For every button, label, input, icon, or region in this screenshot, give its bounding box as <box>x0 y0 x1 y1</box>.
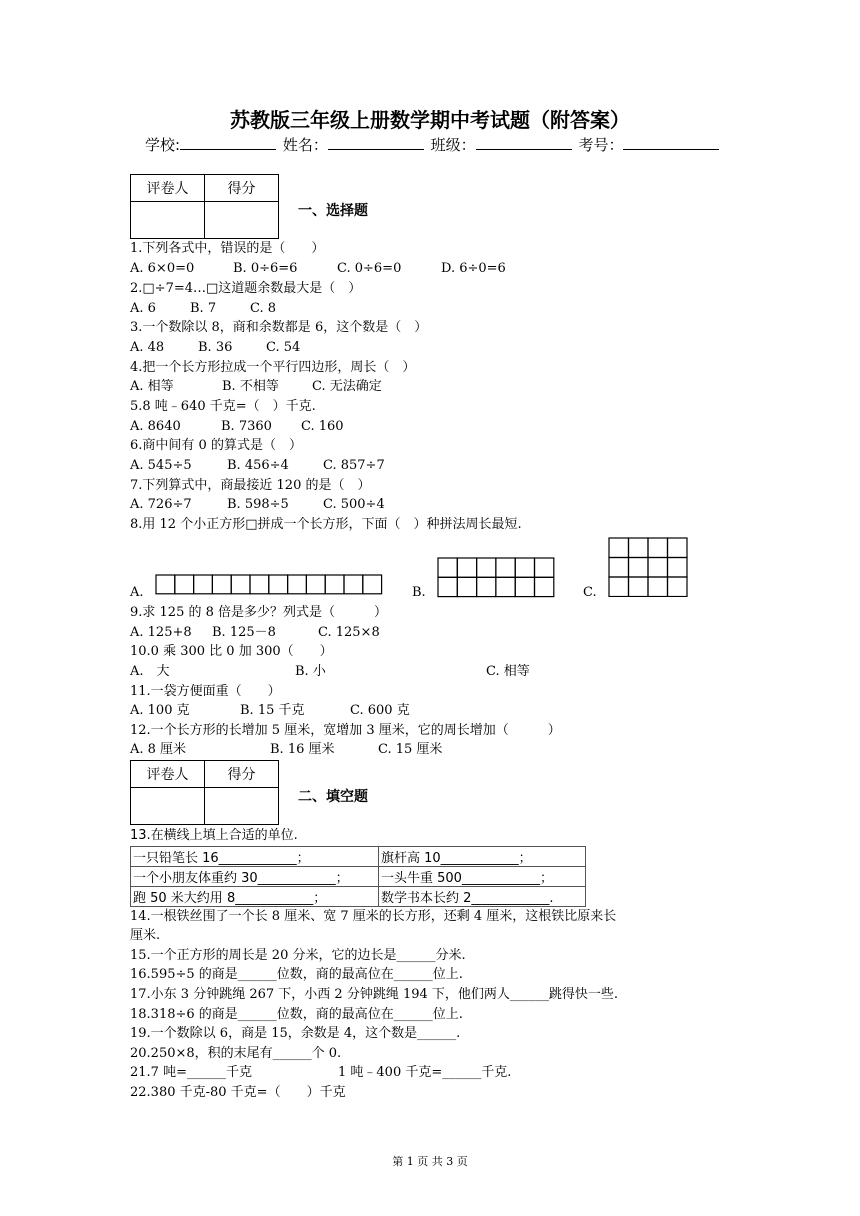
grid-square <box>477 577 496 596</box>
question-8: 8.用 12 个小正方形□拼成一个长方形，下面（ ）种拼法周长最短. <box>130 517 522 532</box>
grid-square <box>288 575 307 594</box>
question-7: 7.下列算式中，商最接近 120 的是（ ） <box>130 478 371 493</box>
question-3: 3.一个数除以 8，商和余数都是 6，这个数是（ ） <box>130 320 428 335</box>
grid-square <box>457 558 476 577</box>
grid-square <box>648 577 668 597</box>
grid-square <box>306 575 325 594</box>
name-label: 姓名： <box>282 136 328 154</box>
q11-option-a: A. 100 克 <box>130 703 190 718</box>
grid-square <box>250 575 269 594</box>
grid-square <box>477 558 496 577</box>
question-13: 13.在横线上填上合适的单位. <box>130 828 298 843</box>
question-14-line-1: 14.一根铁丝围了一个长 8 厘米、宽 7 厘米的长方形，还剩 4 厘米，这根铁比原来长 <box>130 909 617 924</box>
grid-square <box>212 575 231 594</box>
q12-option-c: C. 15 厘米 <box>378 742 443 757</box>
unit-cell: 一只铅笔长 16____________； <box>131 847 379 867</box>
grid-square <box>629 538 649 558</box>
q10-option-a: A. 大 <box>130 664 170 679</box>
question-15: 15.一个正方形的周长是 20 分米，它的边长是______分米. <box>130 948 466 963</box>
q9-option-a: A. 125+8 <box>130 625 192 640</box>
q10-option-b: B. 小 <box>295 664 326 679</box>
student-info-line <box>145 134 721 155</box>
grader-table-2 <box>130 760 279 825</box>
q8-figure-2x6 <box>437 557 555 599</box>
question-18: 18.318÷6 的商是______位数，商的最高位在______位上. <box>130 1007 463 1022</box>
q13-unit-table <box>130 846 586 907</box>
section-heading-fill: 二、填空题 <box>298 789 368 805</box>
exam-no-label: 考号： <box>578 136 624 154</box>
question-2: 2.□÷7=4…□这道题余数最大是（ ） <box>130 281 362 296</box>
q5-option-a: A. 8640 <box>130 419 181 434</box>
unit-cell: 一头牛重 500____________； <box>379 867 586 887</box>
score-cell <box>205 788 279 825</box>
grid-square <box>609 558 629 578</box>
grid-square <box>457 577 476 596</box>
question-21-part-1: 21.7 吨=______千克 <box>130 1065 252 1080</box>
grid-square <box>496 577 515 596</box>
q1-option-c: C. 0÷6=0 <box>337 261 402 276</box>
unit-cell: 数学书本长约 2____________. <box>379 887 586 907</box>
class-blank <box>476 135 572 150</box>
q7-option-b: B. 598÷5 <box>227 497 289 512</box>
unit-cell: 跑 50 米大约用 8____________； <box>131 887 379 907</box>
q8-option-a: A. <box>130 585 144 600</box>
grid-square <box>231 575 250 594</box>
grid-square <box>156 575 175 594</box>
q3-option-a: A. 48 <box>130 340 165 355</box>
grid-square <box>668 577 688 597</box>
question-20: 20.250×8，积的末尾有______个 0. <box>130 1046 342 1061</box>
exam-no-blank <box>623 135 719 150</box>
q12-option-b: B. 16 厘米 <box>270 742 335 757</box>
q3-option-b: B. 36 <box>198 340 233 355</box>
grid-square <box>496 558 515 577</box>
grid-square <box>629 577 649 597</box>
question-12: 12.一个长方形的长增加 5 厘米，宽增加 3 厘米，它的周长增加（ ） <box>130 723 561 738</box>
grid-square <box>535 577 554 596</box>
grid-square <box>515 577 534 596</box>
grid-square <box>535 558 554 577</box>
q8-figure-3x4 <box>608 537 688 597</box>
grid-square <box>175 575 194 594</box>
grid-square <box>609 538 629 558</box>
question-17: 17.小东 3 分钟跳绳 267 下，小西 2 分钟跳绳 194 下，他们两人______跳得快一些. <box>130 987 619 1002</box>
q7-option-a: A. 726÷7 <box>130 497 192 512</box>
q9-option-b: B. 125－8 <box>212 625 276 640</box>
q8-option-b: B. <box>412 585 426 600</box>
q5-option-b: B. 7360 <box>221 419 272 434</box>
class-label: 班级： <box>430 136 476 154</box>
q2-option-b: B. 7 <box>190 301 217 316</box>
question-11: 11.一袋方便面重（ ） <box>130 684 281 699</box>
grid-square <box>438 558 457 577</box>
grid-square <box>325 575 344 594</box>
grader-label: 评卷人 <box>131 175 205 202</box>
q8-option-c: C. <box>583 585 597 600</box>
grid-square <box>363 575 382 594</box>
grid-square <box>648 538 668 558</box>
question-21-part-2: 1 吨﹣400 千克=______千克. <box>338 1065 512 1080</box>
question-16: 16.595÷5 的商是______位数，商的最高位在______位上. <box>130 967 463 982</box>
q1-option-b: B. 0÷6=6 <box>233 261 298 276</box>
q7-option-c: C. 500÷4 <box>323 497 385 512</box>
q3-option-c: C. 54 <box>266 340 301 355</box>
name-blank <box>328 135 424 150</box>
unit-cell: 旗杆高 10____________； <box>379 847 586 867</box>
grid-square <box>629 558 649 578</box>
score-cell <box>205 202 279 239</box>
question-1: 1.下列各式中，错误的是（ ） <box>130 241 325 256</box>
grader-cell <box>131 202 205 239</box>
q1-option-d: D. 6÷0=6 <box>441 261 506 276</box>
grid-square <box>668 538 688 558</box>
grader-label: 评卷人 <box>131 761 205 788</box>
page-footer: 第 1 页 共 3 页 <box>392 1155 468 1168</box>
grid-square <box>668 558 688 578</box>
question-5: 5.8 吨﹣640 千克=（ ）千克. <box>130 399 316 414</box>
section-heading-choice: 一、选择题 <box>298 203 368 219</box>
q11-option-b: B. 15 千克 <box>240 703 305 718</box>
q6-option-b: B. 456÷4 <box>227 458 289 473</box>
school-label: 学校: <box>145 136 181 154</box>
grid-square <box>344 575 363 594</box>
unit-cell: 一个小朋友体重约 30____________； <box>131 867 379 887</box>
grid-square <box>438 577 457 596</box>
grid-square <box>515 558 534 577</box>
school-blank <box>180 135 276 150</box>
q5-option-c: C. 160 <box>301 419 344 434</box>
q4-option-a: A. 相等 <box>130 379 174 394</box>
q1-option-a: A. 6×0=0 <box>130 261 195 276</box>
question-6: 6.商中间有 0 的算式是（ ） <box>130 438 302 453</box>
q2-option-a: A. 6 <box>130 301 156 316</box>
grid-square <box>194 575 213 594</box>
q4-option-c: C. 无法确定 <box>312 379 382 394</box>
question-19: 19.一个数除以 6，商是 15，余数是 4，这个数是______. <box>130 1026 461 1041</box>
question-14-line-2: 厘米. <box>130 928 161 943</box>
q6-option-c: C. 857÷7 <box>323 458 385 473</box>
q2-option-c: C. 8 <box>250 301 277 316</box>
grader-cell <box>131 788 205 825</box>
grid-square <box>609 577 629 597</box>
question-9: 9.求 125 的 8 倍是多少？列式是（ ） <box>130 605 388 620</box>
q8-figure-1x12 <box>155 574 383 598</box>
q10-option-c: C. 相等 <box>486 664 530 679</box>
q4-option-b: B. 不相等 <box>222 379 279 394</box>
grid-square <box>648 558 668 578</box>
q11-option-c: C. 600 克 <box>350 703 410 718</box>
grid-square <box>269 575 288 594</box>
q9-option-c: C. 125×8 <box>318 625 380 640</box>
q6-option-a: A. 545÷5 <box>130 458 192 473</box>
question-4: 4.把一个长方形拉成一个平行四边形，周长（ ） <box>130 360 416 375</box>
question-10: 10.0 乘 300 比 0 加 300（ ） <box>130 644 333 659</box>
score-label: 得分 <box>205 175 279 202</box>
grader-table-1 <box>130 174 279 239</box>
q12-option-a: A. 8 厘米 <box>130 742 187 757</box>
score-label: 得分 <box>205 761 279 788</box>
page-title: 苏教版三年级上册数学期中考试题（附答案） <box>230 108 630 132</box>
question-22: 22.380 千克-80 千克=（ ）千克 <box>130 1085 346 1100</box>
